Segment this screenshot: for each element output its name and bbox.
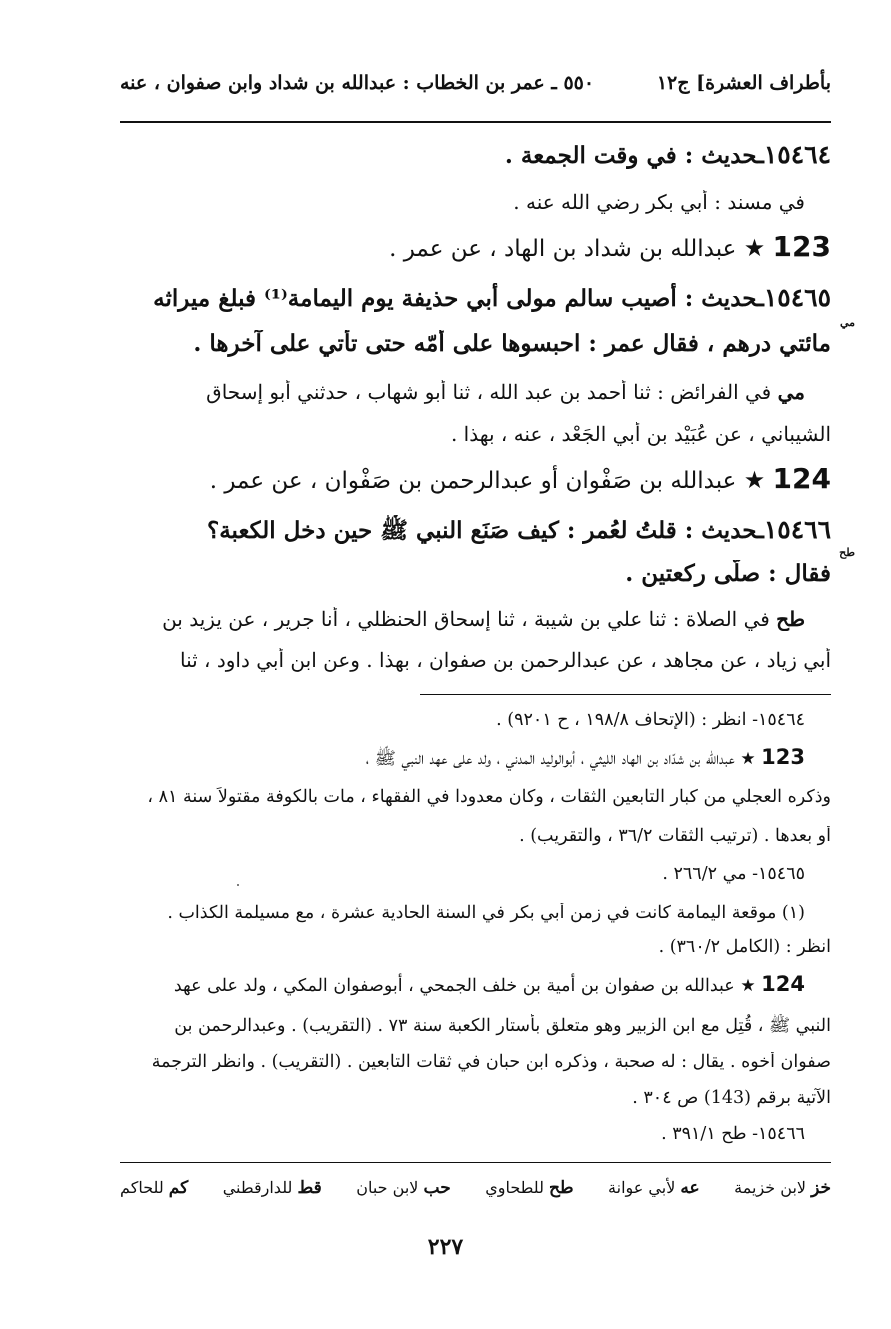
hadith-15465-source-line-2: الشيباني ، عن عُبَيْد بن أبي الجَعْد ، عنه ، بهذا .	[450, 422, 831, 446]
legend-abbr: عه	[680, 1178, 700, 1198]
footnote-narrator-124-line-4: الآتية برقم (143) ص ٣٠٤ .	[632, 1088, 831, 1108]
footnote-1-line-2: انظر : (الكامل ٣٦٠/٢) .	[658, 937, 831, 957]
hadith-15464-source: في مسند : أبي بكر رضي الله عنه .	[513, 190, 805, 214]
star-icon: ★	[740, 749, 756, 769]
footnote-15464: ١٥٤٦٤- انظر : (الإتحاف ١٩٨/٨ ، ح ٩٢٠١) .	[496, 710, 805, 730]
legend-item	[120, 1178, 188, 1198]
star-icon: ★	[743, 234, 766, 262]
source-text: في الصلاة : ثنا علي بن شيبة ، ثنا إسحاق الحنظلي ، أنا جرير ، عن يزيد بن	[162, 607, 770, 631]
source-code: طح	[776, 607, 805, 631]
hadith-15466	[120, 515, 831, 550]
narrator-number: 124	[761, 972, 805, 996]
header-book-title: بأطراف العشرة] ج١٢	[656, 72, 831, 94]
hadith-number: ١٥٤٦٤	[763, 140, 831, 169]
footnote-narrator-123-line-3: أو بعدها . (ترتيب الثقات ٣٦/٢ ، والتقريب) .	[519, 826, 831, 846]
legend-rule	[120, 1162, 831, 1163]
footnote-15465: ١٥٤٦٥- مي ٢٦٦/٢ .	[662, 864, 805, 884]
margin-source-code: مي	[839, 316, 855, 329]
footnote-narrator-124-line-2: النبي ﷺ ، قُتِل مع ابن الزبير وهو متعلق بأستار الكعبة سنة ٧٣ . (التقريب) . وعبدالرحمن بن	[174, 1016, 831, 1036]
legend-label: لأبي عوانة	[608, 1178, 676, 1197]
source-text: في الفرائض : ثنا أحمد بن عبد الله ، ثنا أبو شهاب ، حدثني أبو إسحاق	[206, 380, 772, 404]
narrator-name: عبدالله بن شداد بن الهاد ، عن عمر .	[389, 236, 737, 262]
legend-item	[608, 1178, 700, 1198]
hadith-text-line-2: فقال : صلّى ركعتين .	[625, 560, 831, 587]
legend-abbr: قط	[297, 1178, 322, 1198]
header-rule	[120, 121, 831, 123]
star-icon: ★	[743, 466, 766, 494]
legend-item	[356, 1178, 450, 1198]
print-speck	[237, 884, 239, 886]
narrator-123	[120, 230, 831, 263]
footnote-narrator-123-line-2: وذكره العجلي من كبار التابعين الثقات ، وكان معدودا في الفقهاء ، مات بالكوفة مقتولاً سنة ٨١ ،	[147, 787, 831, 807]
page-number: ٢٢٧	[427, 1234, 464, 1260]
legend-abbr: حب	[423, 1178, 451, 1198]
legend-abbr: طح	[549, 1178, 574, 1198]
hadith-15465-source-line-1	[120, 380, 831, 404]
abbreviation-legend	[120, 1178, 831, 1198]
legend-abbr: خز	[811, 1178, 831, 1198]
running-header	[120, 72, 831, 94]
hadith-15466-source-line-2: أبي زياد ، عن مجاهد ، عن عبدالرحمن بن صفوان ، بهذا . وعن ابن أبي داود ، ثنا	[180, 648, 831, 672]
footnote-narrator-124-line-1	[120, 972, 831, 996]
footnote-text: عبدالله بن شدّاد بن الهاد الليثي ، أبوالوليد المدني ، ولد على عهد النبي ﷺ ،	[365, 749, 735, 769]
hadith-number: ١٥٤٦٦	[763, 515, 831, 544]
legend-label: لابن حبان	[356, 1178, 419, 1197]
footnote-15466: ١٥٤٦٦- طح ٣٩١/١ .	[661, 1124, 805, 1144]
footnote-rule	[420, 694, 831, 695]
hadith-text-line-1: ـحديث : قلتُ لعُمر : كيف صَنَع النبي ﷺ حين دخل الكعبة؟	[207, 517, 764, 544]
star-icon: ★	[740, 976, 756, 996]
margin-source-code: طح	[839, 546, 855, 559]
narrator-number: 123	[761, 745, 805, 769]
legend-item	[734, 1178, 831, 1198]
narrator-number: 124	[772, 462, 831, 495]
footnote-text: عبدالله بن صفوان بن أمية بن خلف الجمحي ، أبوصفوان المكي ، ولد على عهد	[173, 976, 735, 996]
footnote-1-line-1: (١) موقعة اليمامة كانت في زمن أبي بكر في السنة الحادية عشرة ، مع مسيلمة الكذاب .	[167, 903, 805, 923]
legend-item	[485, 1178, 573, 1198]
hadith-15465	[120, 283, 831, 312]
header-section-title: ٥٥٠ ـ عمر بن الخطاب : عبدالله بن شداد وابن صفوان ، عنه	[120, 72, 595, 94]
footnote-narrator-123-line-1	[120, 745, 831, 773]
hadith-text-line-2: مائتي درهم ، فقال عمر : احبسوها على أُمّه حتى تأتي على آخرها .	[193, 330, 831, 357]
hadith-15464	[120, 140, 831, 169]
hadith-text: ـحديث : في وقت الجمعة .	[504, 142, 764, 169]
legend-label: للحاكم	[120, 1178, 164, 1197]
narrator-124	[120, 462, 831, 495]
hadith-15466-source-line-1	[120, 607, 831, 631]
legend-label: لابن خزيمة	[734, 1178, 807, 1197]
narrator-number: 123	[772, 230, 831, 263]
hadith-text-line-1: ـحديث : أُصيب سالم مولى أبي حذيفة يوم اليمامة⁽¹⁾ فبلغ ميراثه	[153, 285, 764, 312]
legend-abbr: كم	[168, 1178, 189, 1198]
legend-item	[223, 1178, 322, 1198]
narrator-name: عبدالله بن صَفْوان أو عبدالرحمن بن صَفْوان ، عن عمر .	[209, 468, 737, 494]
source-code: مي	[777, 380, 805, 404]
legend-label: للطحاوي	[485, 1178, 544, 1197]
footnote-narrator-124-line-3: صفوان أخوه . يقال : له صحبة ، وذكره ابن حبان في ثقات التابعين . (التقريب) . وانظر الترجمة	[151, 1052, 831, 1072]
hadith-number: ١٥٤٦٥	[763, 283, 831, 312]
legend-label: للدارقطني	[222, 1178, 293, 1197]
